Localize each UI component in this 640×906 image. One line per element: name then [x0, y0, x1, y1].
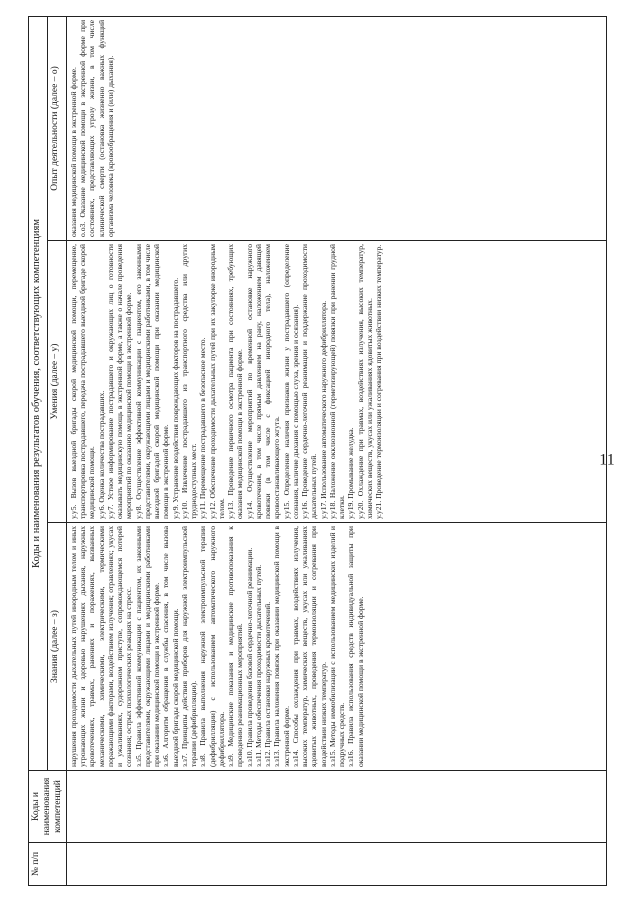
knowledge-item: з.з16. Правила использования средств индивидуальной защиты при оказании медицинской помощи в экстренной форме. [346, 526, 365, 767]
knowledge-item: нарушения проходимости дыхательных путей инородным телом и иных угрожающих жизни и здоровью нарушениях дыхания, наружных кровотечениях, травмах, ранениях и поражениях, вызванных механическими, химическими, электрическими, термическими поражающими факторами, воздействием излучения; отравлениях; укусах и ужаливаниях, судорожном приступе, сопровождающемся потерей сознания; острых психологических реакциях на стресс. [68, 526, 134, 767]
skills-cell [66, 241, 606, 523]
knowledge-cell [66, 523, 606, 771]
knowledge-item: з.з14. Способы охлаждения при травмах, воздействиях излучения, высоких температур, химических веществ, укусах или ужаливаниях ядовитых животных, проведения термоизоляции и согревания при воздействии низких температур. [290, 526, 328, 767]
skill-item: у.у14. Осуществление мероприятий по временной остановке наружного кровотечения, в том числе прямым давлением на рану, наложением давящей повязки (в том числе с фиксацией инородного тела), наложением кровоостанавливающего жгута. [244, 244, 282, 519]
competency-table [28, 16, 607, 886]
skill-item: у.у6. Оценка количества пострадавших. [96, 390, 106, 519]
header-skills: Умения (далее – у) [48, 241, 67, 523]
header-main: Коды и наименования результатов обучения, соответствующих компетенциям [29, 16, 48, 770]
header-row [29, 16, 48, 885]
knowledge-item: з.з13. Правила наложения повязок при оказании медицинской помощи в экстренной форме. [272, 526, 291, 767]
skill-item: у.у19. Промывание желудка. [346, 427, 356, 519]
skill-item: у.у7. Устное информирование пострадавшего и окружающих лиц о готовности оказывать медицинскую помощь в экстренной форме, а также о начале проведения мероприятий по оказанию медицинской помощи в экстренной форме. [105, 244, 134, 519]
knowledge-item: з.з5. Правила эффективной коммуникации с пациентом, их законными представителями, окружающими лицами и медицинскими работниками при оказании медицинской помощи в экстренной форме. [133, 526, 162, 767]
header-num: № п/п [29, 843, 67, 886]
knowledge-item: з.з12. Правила остановки наружных кровотечений. [263, 601, 273, 767]
skill-item: у.у9. Устранение воздействия повреждающих факторов на пострадавшего. [170, 277, 180, 519]
cell-num [66, 843, 606, 886]
content-row [66, 16, 606, 885]
skill-item: у.у12. Обеспечение проходимости дыхательных путей при их закупорке инородным телом. [207, 244, 226, 519]
experience-item: оказания медицинской помощи в экстренной форме. [68, 67, 78, 237]
skill-item: у.у16. Проведение сердечно-легочной реанимации и поддержание проходимости дыхательных путей. [300, 244, 319, 519]
skill-item: у.у17. Использование автоматического наружного дефибриллятора. [318, 300, 328, 519]
experience-item: о.о3. Оказание медицинской помощи в экстренной форме при состояниях, представляющих угрозу жизни, в том числе клинической смерти (остановка жизненно важных функций организма человека (кровообращения и (или) дыхания). [78, 19, 115, 237]
skill-item: у.у15. Определение наличия признаков жизни у пострадавшего (определение сознания, наличие дыхания с помощью слуха, зрения и осязания). [281, 244, 300, 519]
cell-code [66, 771, 606, 843]
skill-item: у.у10. Извлечение пострадавшего из транспортного средства или других труднодоступных мест. [179, 244, 199, 519]
knowledge-item: з.з10. Правила проведения базовой сердечно-легочной реанимации. [244, 547, 254, 767]
header-experience: Опыт деятельности (далее – о) [48, 16, 67, 240]
skill-item: у.у13. Проведение первичного осмотра пациента при состояниях, требующих оказания медицинской помощи в экстренной форме. [226, 244, 245, 519]
experience-cell [66, 16, 606, 240]
page-number: 11 [599, 451, 615, 469]
skill-item: у.у18. Наложение окклюзионной (герметизирующей) повязки при ранении грудной клетки. [327, 244, 347, 519]
knowledge-item: з.з9. Медицинские показания и медицинские противопоказания к проведению реанимационных мероприятий. [226, 526, 245, 767]
knowledge-item: з.з8. Правила выполнения наружной электроимпульсной терапии (дефибрилляции) с использованием автоматического наружного дефибриллятора. [198, 526, 226, 767]
skill-item: у.у5. Вызов выездной бригады скорой медицинской помощи, перемещение, транспортировка пострадавшего, передача пострадавшего выездной бригаде скорой медицинской помощи. [68, 244, 97, 519]
knowledge-item: з.з15. Методы иммобилизации с использованием медицинских изделий и подручных средств. [327, 526, 347, 767]
header-codes: Коды и наименования компетенций [29, 771, 67, 843]
knowledge-item: з.з6. Алгоритм обращения в службы спасения, в том числе вызова выездной бригады скорой медицинской помощи. [161, 526, 180, 767]
skill-item: у.у21. Проведение термоизоляции и согревания при воздействии низких температур. [374, 244, 384, 519]
knowledge-item: з.з7. Принципы действия приборов для наружной электроимпульсной терапии (дефибрилляции). [179, 526, 199, 767]
skill-item: у.у8. Осуществление эффективной коммуникации с пациентом, его законными представителями, окружающими лицами и медицинскими работниками, в том числе выездной бригадой скорой медицинской помощи при оказании медицинской помощи в экстренной форме. [133, 244, 171, 519]
skill-item: у.у11. Перемещение пострадавшего в безопасное место. [198, 337, 208, 519]
skill-item: у.у20. Охлаждение при травмах, воздействиях излучения, высоких температур, химических веществ, укусах или ужаливаниях ядовитых животных. [355, 244, 374, 519]
knowledge-item: з.з11. Методы обеспечения проходимости дыхательных путей. [253, 564, 263, 767]
header-knowledge: Знания (далее – з) [48, 523, 67, 771]
subheader-row [48, 16, 67, 885]
